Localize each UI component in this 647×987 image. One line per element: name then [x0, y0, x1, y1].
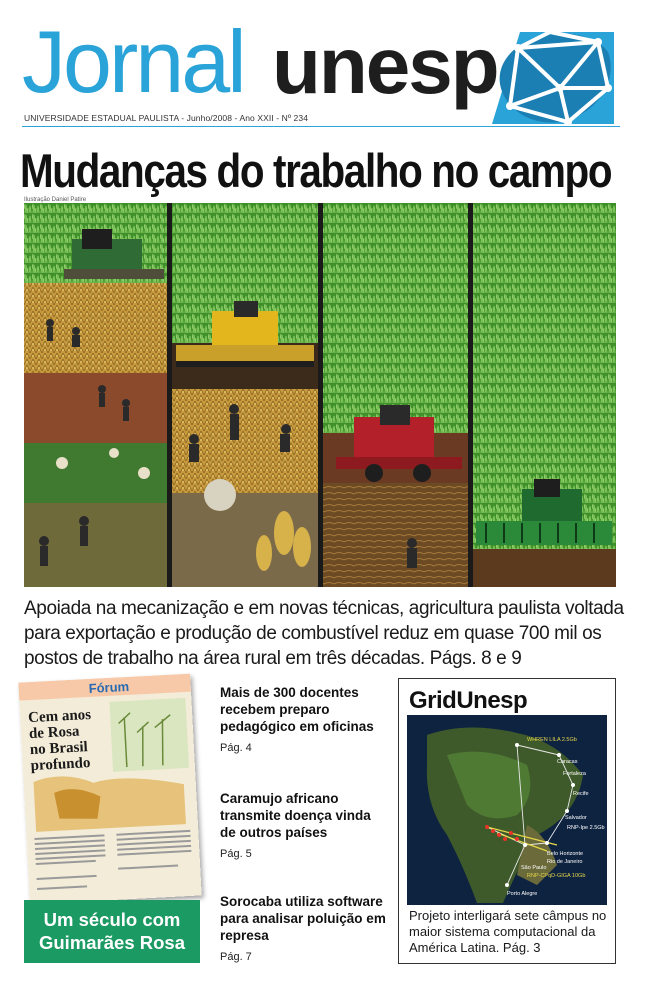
map-label: RNP-Ipe 2.5Gb — [567, 825, 605, 831]
story-sorocaba[interactable] — [220, 893, 390, 963]
cover-headline: Mudanças do trabalho no campo — [20, 144, 612, 197]
dateline: UNIVERSIDADE ESTADUAL PAULISTA - Junho/2008 - Ano XXII - Nº 234 — [24, 113, 309, 123]
panel-manual-harvest — [24, 203, 167, 587]
illustration-credit: Ilustração Daniel Patire — [24, 197, 87, 203]
gridunesp-title: GridUnesp — [409, 687, 528, 714]
map-label: WHREN LILA 2.5Gb — [527, 737, 577, 743]
map-label: Belo Horizonte — [547, 851, 584, 857]
forum-section-label: Fórum — [88, 678, 130, 696]
map-label: Salvador — [565, 815, 587, 821]
panel-early-mechanization — [172, 203, 318, 587]
story-page-ref: Pág. 7 — [220, 951, 252, 963]
masthead-divider — [22, 126, 620, 127]
story-docentes[interactable] — [220, 684, 390, 754]
forum-banner: Um século com Guimarães Rosa — [24, 900, 200, 963]
panel-modern-harvester — [323, 203, 468, 587]
map-label: Fortaleza — [563, 771, 586, 777]
story-title: Mais de 300 docentes recebem preparo pedagógico em oficinas — [220, 685, 374, 734]
masthead — [0, 0, 647, 140]
logo-jornal: Jornal — [22, 12, 244, 111]
panel-green-harvester — [473, 203, 616, 587]
map-label: RNP-CPqD-GIGA 10Gb — [527, 873, 586, 879]
map-label: São Paulo — [521, 865, 547, 871]
story-title: Sorocaba utiliza software para analisar poluição em represa — [220, 894, 386, 943]
story-page-ref: Pág. 5 — [220, 848, 252, 860]
map-label: Recife — [573, 791, 589, 797]
cover-illustration — [24, 203, 616, 587]
map-label: Porto Alegre — [507, 891, 538, 897]
cover-lead: Apoiada na mecanização e em novas técnicas, agricultura paulista voltada para exportação e produção de combustível reduz em quase 700 mil os postos de trabalho na área rural em três décadas. Págs. 8 e 9 — [24, 598, 624, 669]
globe-logo-icon — [490, 28, 618, 128]
story-caramujo[interactable] — [220, 790, 390, 860]
gridunesp-box[interactable] — [398, 678, 616, 964]
map-label: Caracas — [557, 759, 578, 765]
network-map — [407, 715, 607, 905]
map-label: Rio de Janeiro — [547, 859, 583, 865]
gridunesp-caption: Projeto interligará sete câmpus no maior sistema computacional da América Latina. Pág. 3 — [409, 908, 607, 955]
forum-card-title: Cem anos de Rosa no Brasil profundo — [27, 706, 92, 775]
logo-unesp: unesp — [272, 21, 498, 110]
story-page-ref: Pág. 4 — [220, 742, 252, 754]
story-title: Caramujo africano transmite doença vinda de outros países — [220, 791, 371, 840]
forum-supplement-cover — [18, 674, 201, 905]
